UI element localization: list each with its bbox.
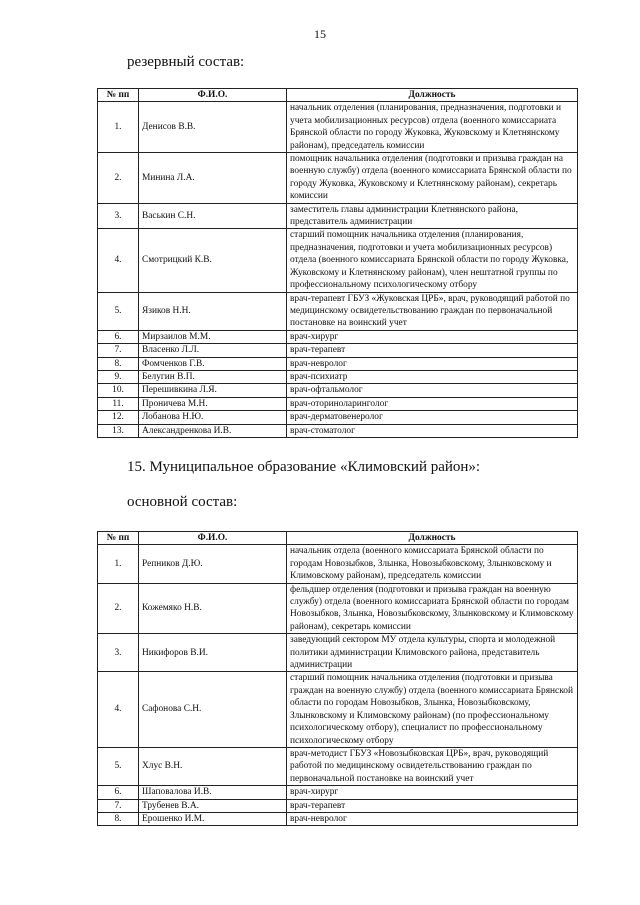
member-position: врач-методист ГБУЗ «Новозыбковская ЦРБ», врач, руководящий работой по медицинскому освидетельствованию граждан по первоначальной постановке на воинский учет — [287, 747, 578, 785]
row-number: 9. — [98, 370, 139, 383]
member-name: Денисов В.В. — [139, 102, 287, 153]
member-name: Лобанова Н.Ю. — [139, 411, 287, 424]
member-position: врач-терапевт — [287, 344, 578, 357]
member-name: Власенко Л.Л. — [139, 344, 287, 357]
member-position: врач-хирург — [287, 330, 578, 343]
main-composition-table — [97, 531, 578, 826]
row-number: 3. — [98, 203, 139, 229]
member-position: заведующий сектором МУ отдела культуры, спорта и молодежной политики администрации Климовского района, представитель администрации — [287, 634, 578, 672]
member-position: фельдшер отделения (подготовки и призыва граждан на военную службу) отдела (военного комиссариата Брянской области по городам Новозыбков, Злынка, Новозыбковскому, Злынковскому и Климовскому районам), секретарь комиссии — [287, 583, 578, 634]
member-name: Язиков Н.Н. — [139, 292, 287, 330]
column-header-full-name: Ф.И.О. — [139, 532, 287, 545]
member-name: Александренкова И.В. — [139, 424, 287, 437]
table-header-row — [98, 532, 578, 545]
row-number: 5. — [98, 747, 139, 785]
table-row — [98, 384, 578, 397]
table-row — [98, 583, 578, 634]
column-header-number: № пп — [98, 89, 139, 102]
member-position: старший помощник начальника отделения (подготовки и призыва граждан на военную службу) отдела (военного комиссариата Брянской области по городам Новозыбков, Злынка, Новозыбковскому, Злынковскому и Климовскому районам) (по профессиональному психологическому отбору), специалист по профессиональному психологическому отбору — [287, 672, 578, 747]
table-row — [98, 292, 578, 330]
reserve-composition-label: резервный состав: — [127, 54, 245, 70]
member-position: старший помощник начальника отделения (планирования, предназначения, подготовки и учета мобилизационных ресурсов) отдела (военного комиссариата Брянской области по городу Жуковка, Жуковскому и Клетнянскому районам), член нештатной группы по профессиональному психологическому отбору — [287, 229, 578, 292]
row-number: 1. — [98, 102, 139, 153]
column-header-number: № пп — [98, 532, 139, 545]
member-position: врач-невролог — [287, 812, 578, 825]
column-header-position: Должность — [287, 89, 578, 102]
table-row — [98, 634, 578, 672]
member-position: начальник отдела (военного комиссариата Брянской области по городам Новозыбков, Злынка, Новозыбковскому, Злынковскому и Климовскому районам), председатель комиссии — [287, 545, 578, 583]
table-row — [98, 786, 578, 799]
member-position: врач-оториноларинголог — [287, 397, 578, 410]
member-name: Проничева М.Н. — [139, 397, 287, 410]
member-position: врач-хирург — [287, 786, 578, 799]
table-row — [98, 229, 578, 292]
reserve-table-body — [98, 102, 578, 438]
row-number: 5. — [98, 292, 139, 330]
row-number: 3. — [98, 634, 139, 672]
row-number: 4. — [98, 229, 139, 292]
column-header-position: Должность — [287, 532, 578, 545]
table-row — [98, 672, 578, 747]
member-position: врач-терапевт — [287, 799, 578, 812]
table-row — [98, 344, 578, 357]
member-name: Мирзаилов М.М. — [139, 330, 287, 343]
row-number: 1. — [98, 545, 139, 583]
member-name: Белугин В.П. — [139, 370, 287, 383]
member-position: заместитель главы администрации Клетнянского района, представитель администрации — [287, 203, 578, 229]
member-name: Кожемяко Н.В. — [139, 583, 287, 634]
member-position: врач-дерматовенеролог — [287, 411, 578, 424]
row-number: 2. — [98, 583, 139, 634]
row-number: 4. — [98, 672, 139, 747]
member-position: врач-невролог — [287, 357, 578, 370]
row-number: 10. — [98, 384, 139, 397]
member-position: начальник отделения (планирования, предназначения, подготовки и учета мобилизационных ресурсов) отдела (военного комиссариата Брянской области по городу Жуковка, Жуковскому и Клетнянскому районам), председатель комиссии — [287, 102, 578, 153]
member-position: врач-психиатр — [287, 370, 578, 383]
table-row — [98, 545, 578, 583]
member-position: врач-терапевт ГБУЗ «Жуковская ЦРБ», врач, руководящий работой по медицинскому освидетельствованию граждан по первоначальной постановке на воинский учет — [287, 292, 578, 330]
member-name: Фомченков Г.В. — [139, 357, 287, 370]
row-number: 13. — [98, 424, 139, 437]
row-number: 12. — [98, 411, 139, 424]
page-number: 15 — [314, 27, 326, 41]
table-row — [98, 799, 578, 812]
table-row — [98, 424, 578, 437]
row-number: 8. — [98, 357, 139, 370]
member-name: Трубенев В.А. — [139, 799, 287, 812]
table-row — [98, 411, 578, 424]
member-position: помощник начальника отделения (подготовки и призыва граждан на военную службу) отдела (военного комиссариата Брянской области по городу Жуковка, Жуковскому и Клетнянскому районам), секретарь комиссии — [287, 153, 578, 204]
member-name: Шаповалова И.В. — [139, 786, 287, 799]
table-row — [98, 102, 578, 153]
row-number: 7. — [98, 344, 139, 357]
member-position: врач-стоматолог — [287, 424, 578, 437]
row-number: 11. — [98, 397, 139, 410]
row-number: 2. — [98, 153, 139, 204]
section-15-heading: 15. Муниципальное образование «Климовский район»: — [127, 459, 481, 475]
table-row — [98, 357, 578, 370]
member-name: Смотрицкий К.В. — [139, 229, 287, 292]
table-row — [98, 330, 578, 343]
table-row — [98, 747, 578, 785]
table-row — [98, 153, 578, 204]
row-number: 6. — [98, 330, 139, 343]
row-number: 7. — [98, 799, 139, 812]
table-row — [98, 397, 578, 410]
table-row — [98, 812, 578, 825]
table-row — [98, 203, 578, 229]
member-name: Ерошенко И.М. — [139, 812, 287, 825]
member-name: Хлус В.Н. — [139, 747, 287, 785]
row-number: 8. — [98, 812, 139, 825]
table-row — [98, 370, 578, 383]
column-header-full-name: Ф.И.О. — [139, 89, 287, 102]
member-name: Никифоров В.И. — [139, 634, 287, 672]
member-name: Репников Д.Ю. — [139, 545, 287, 583]
member-name: Сафонова С.Н. — [139, 672, 287, 747]
main-composition-label: основной состав: — [127, 494, 238, 510]
row-number: 6. — [98, 786, 139, 799]
table-header-row — [98, 89, 578, 102]
member-name: Васькин С.Н. — [139, 203, 287, 229]
member-position: врач-офтальмолог — [287, 384, 578, 397]
member-name: Перешивкина Л.Я. — [139, 384, 287, 397]
main-table-body — [98, 545, 578, 826]
reserve-composition-table — [97, 88, 578, 438]
member-name: Минина Л.А. — [139, 153, 287, 204]
